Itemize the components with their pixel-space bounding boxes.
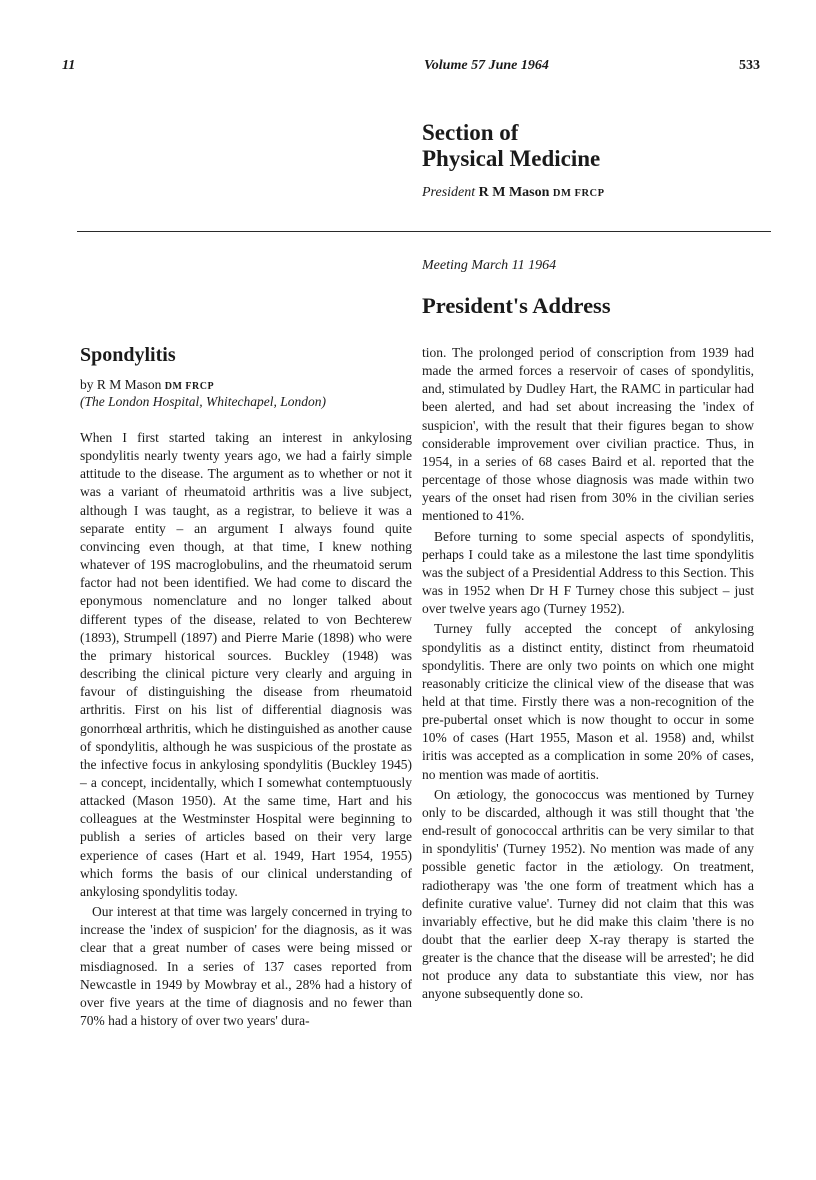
- president-label: President: [422, 185, 476, 200]
- page-number-left: 11: [62, 58, 76, 73]
- paragraph: When I first started taking an interest in ankylosing spondylitis nearly twenty years ago, we had a fairly simple attitude to the disease. The argument as to whether or not it was a variant of rheumatoid arthritis was a live subject, although I was taught, as a registrar, to believe it was a separate entity – an argument I always found quite convincing even though, at that time, I knew nothing whatever of 19S macroglobulins, and the rheumatoid serum factor had not been identified. We had come to discard the eponymous nomenclature and no longer talked about different types of the disease, related to von Bechterew (1893), Strumpell (1897) and Pierre Marie (1898) who were the primary historical sources. Buckley (1948) was describing the clinical picture very clearly and arguing in favour of distinguishing the disease from rheumatoid arthritis. First on his list of differential diagnosis was gonorrhœal arthritis, which he distinguished as another cause of spondylitis, although he was suspicious of the prostate as the infective focus in ankylosing spondylitis (Buckley 1945) – a concept, incidentally, which I somewhat contemptuously attacked (Mason 1950). At the same time, Hart and his colleagues at the Westminster Hospital were beginning to publish a series of articles based on their very large experience of cases (Hart et al. 1949, Hart 1954, 1955) which forms the basis of our clinical understanding of ankylosing spondylitis today.: [80, 430, 412, 899]
- left-column: [80, 429, 412, 1030]
- right-column: [422, 344, 754, 1004]
- paragraph: Our interest at that time was largely concerned in trying to increase the 'index of suspicion' for the diagnosis, as it was clear that a great number of cases were being missed or misdiagnosed. In a series of 137 cases reported from Newcastle in 1949 by Mowbray et al., 28% had a history of over five years at the time of diagnosis and no fewer than 70% had a history of over two years' dura-: [80, 904, 412, 1028]
- president-name: R M Mason: [478, 185, 550, 200]
- president-line: [422, 185, 605, 201]
- paragraph: Before turning to some special aspects of spondylitis, perhaps I could take as a milestone the last time spondylitis was the subject of a Presidential Address to this Section. This was in 1952 when Dr H F Turney chose this subject – just over twelve years ago (Turney 1952).: [422, 528, 754, 617]
- section-title-line1: Section of: [422, 120, 519, 145]
- page-number-right: 533: [739, 58, 760, 73]
- president-degrees: DM FRCP: [552, 188, 605, 199]
- volume-line: Volume 57 June 1964: [424, 58, 549, 73]
- author-name: R M Mason: [96, 377, 162, 392]
- article-title: Spondylitis: [80, 344, 176, 366]
- byline-by: by: [80, 377, 94, 392]
- section-title: [422, 120, 742, 172]
- paragraph: Turney fully accepted the concept of ankylosing spondylitis as a distinct entity, distinct from rheumatoid spondylitis. There are only two points on which one might reasonably criticize the clinical view of the disease that was held at that time. Firstly there was a non-recognition of the pre-pubertal onset which is now thought to occur in some 10% of cases (Hart 1955, Mason et al. 1958) and, whilst iritis was accepted as a complication in some 20% of cases, no mention was made of aortitis.: [422, 621, 754, 782]
- meeting-date: Meeting March 11 1964: [422, 258, 557, 273]
- author-affiliation: (The London Hospital, Whitechapel, London): [80, 394, 326, 409]
- paragraph: tion. The prolonged period of conscription from 1939 had made the armed forces a reservoir of cases of spondylitis, and, stimulated by Dudley Hart, the RAMC in particular had been alerted, and had set about increasing the 'index of suspicion', with the result that their figures began to show considerable improvement over civilian practice. Thus, in 1954, in a series of 68 cases Baird et al. reported that the percentage of those whose diagnosis was made within two years of the onset had risen from 30% in the civilian series mentioned to 41%.: [422, 345, 754, 524]
- address-title: President's Address: [422, 293, 611, 318]
- paragraph: On ætiology, the gonococcus was mentioned by Turney only to be discarded, although it was still thought that 'the end-result of gonococcal arthritis can be very similar to that in spondylitis' (Turney 1952). No mention was made of any possible genetic factor in the ætiology. On treatment, radiotherapy was 'the one form of treatment which has a definite curative value'. Turney did not claim that this was invariably effective, but he did make this claim 'there is no doubt that the earlier deep X-ray therapy is started the greater is the chance that the disease will be arrested'; he did not produce any data to substantiate this view, nor has anyone subsequently done so.: [422, 786, 754, 1002]
- author-degrees: DM FRCP: [164, 381, 215, 392]
- section-divider: [77, 231, 771, 232]
- byline: [80, 376, 214, 396]
- section-title-line2: Physical Medicine: [422, 146, 601, 171]
